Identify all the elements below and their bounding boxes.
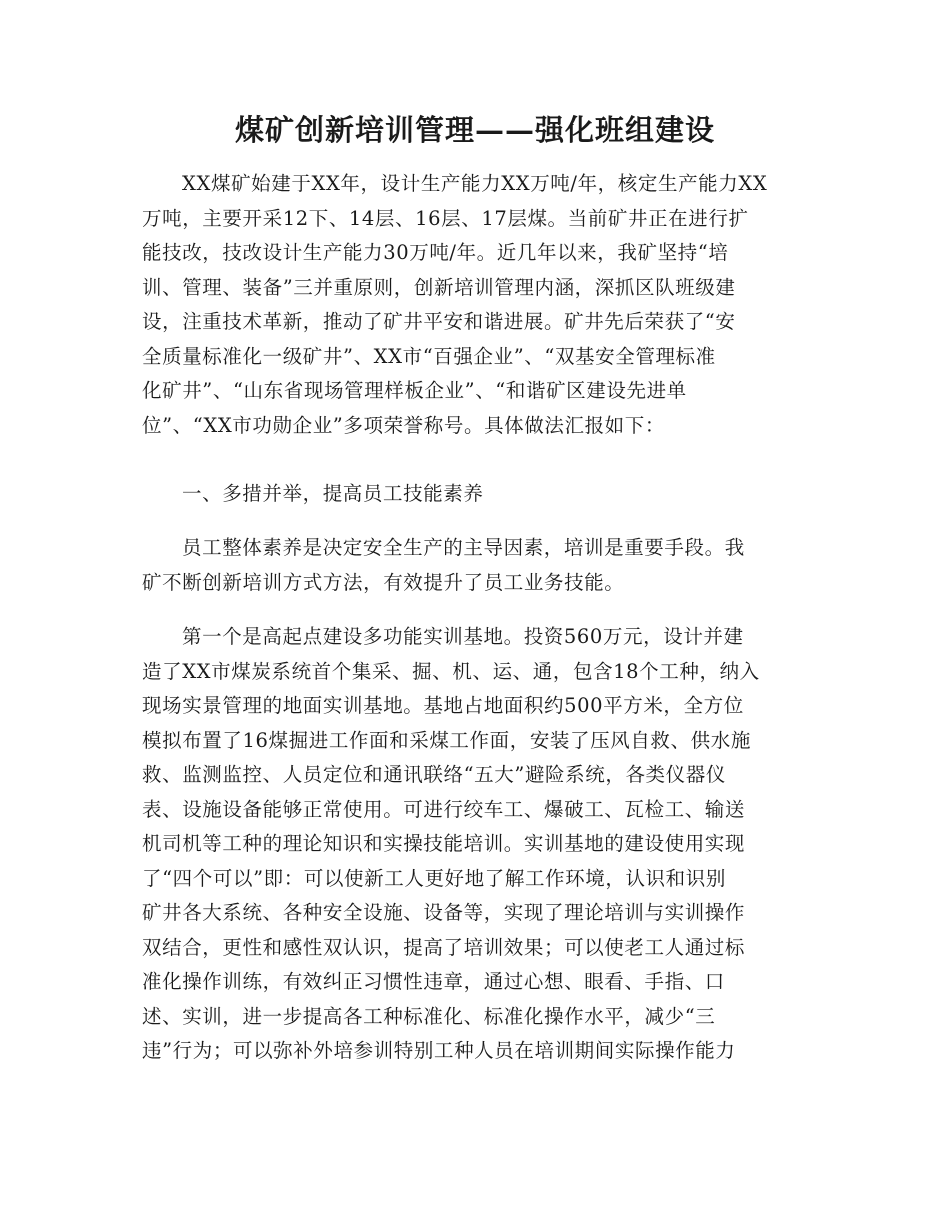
paragraph-line: 矿不断创新培训方式方法，有效提升了员工业务技能。 bbox=[142, 570, 625, 594]
section-1-heading: 一、多措并举，提高员工技能素养 bbox=[182, 482, 484, 505]
paragraph-line: 了“四个可以”即：可以使新工人更好地了解工作环境，认识和识别 bbox=[142, 866, 726, 890]
paragraph-line: 准化操作训练，有效纠正习惯性违章，通过心想、眼看、手指、口 bbox=[142, 970, 725, 993]
paragraph-line: 机司机等工种的理论知识和实操技能培训。实训基地的建设使用实现 bbox=[142, 832, 746, 855]
paragraph-line: 全质量标准化一级矿井”、XX市“百强企业”、“双基安全管理标准 bbox=[142, 344, 716, 368]
document-title: 煤矿创新培训管理——强化班组建设 bbox=[234, 113, 715, 147]
section-heading bbox=[142, 477, 822, 512]
paragraph-line: 现场实景管理的地面实训基地。基地占地面积约500平方米，全方位 bbox=[142, 694, 744, 717]
paragraph-line: 表、设施设备能够正常使用。可进行绞车工、爆破工、瓦检工、输送 bbox=[142, 797, 746, 821]
paragraph-2 bbox=[142, 531, 822, 600]
paragraph-line: 矿井各大系统、各种安全设施、设备等，实现了理论培训与实训操作 bbox=[142, 901, 746, 924]
paragraph-line: XX煤矿始建于XX年，设计生产能力XX万吨/年，核定生产能力XX bbox=[182, 172, 768, 195]
paragraph-line: 设，注重技术革新，推动了矿井平安和谐进展。矿井先后荣获了“安 bbox=[142, 310, 736, 333]
paragraph-line: 位”、“XX市功勋企业”多项荣誉称号。具体做法汇报如下： bbox=[142, 413, 665, 437]
paragraph-line: 第一个是高起点建设多功能实训基地。投资560万元，设计并建 bbox=[182, 625, 744, 648]
paragraph-line: 述、实训，进一步提高各工种标准化、标准化操作水平，减少“三 bbox=[142, 1004, 716, 1028]
paragraph-line: 双结合，更性和感性双认识，提高了培训效果；可以使老工人通过标 bbox=[142, 935, 746, 959]
paragraph-line: 能技改，技改设计生产能力30万吨/年。近几年以来，我矿坚持“培 bbox=[142, 241, 729, 264]
paragraph-line: 员工整体素养是决定安全生产的主导因素，培训是重要手段。我 bbox=[182, 536, 745, 559]
paragraph-line: 训、管理、装备”三并重原则，创新培训管理内涵，深抓区队班级建 bbox=[142, 275, 736, 299]
intro-paragraph bbox=[142, 167, 822, 443]
paragraph-line: 造了XX市煤炭系统首个集采、掘、机、运、通，包含18个工种，纳入 bbox=[142, 659, 760, 683]
paragraph-line: 化矿井”、“山东省现场管理样板企业”、“和谐矿区建设先进单 bbox=[142, 379, 687, 402]
paragraph-line: 模拟布置了16煤掘进工作面和采煤工作面，安装了压风自救、供水施 bbox=[142, 728, 751, 752]
paragraph-line: 违”行为；可以弥补外培参训特别工种人员在培训期间实际操作能力 bbox=[142, 1039, 736, 1062]
paragraph-line: 万吨，主要开采12下、14层、16层、17层煤。当前矿井正在进行扩 bbox=[142, 206, 749, 230]
paragraph-line: 救、监测监控、人员定位和通讯联络“五大”避险系统，各类仪器仪 bbox=[142, 763, 726, 786]
paragraph-3 bbox=[142, 620, 822, 1069]
